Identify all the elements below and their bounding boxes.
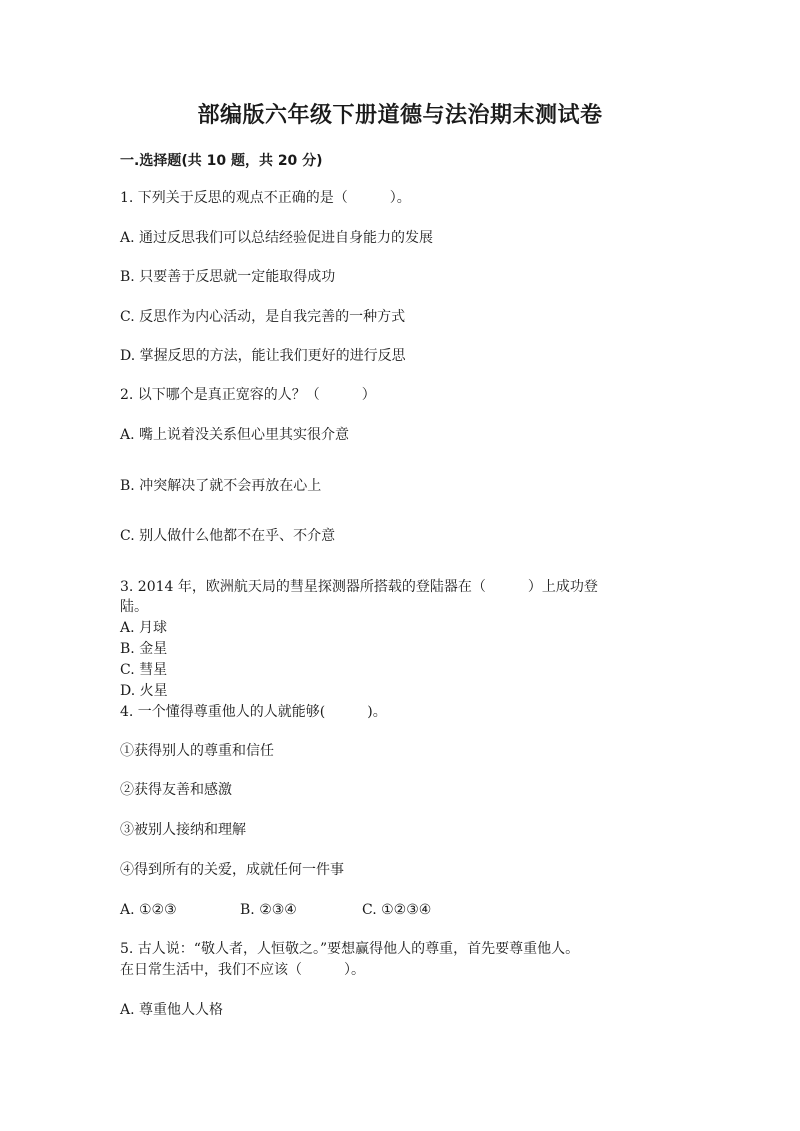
question-1-option-d: D. 掌握反思的方法，能让我们更好的进行反思 [120,348,406,364]
question-3-option-a: A. 月球 [120,620,168,636]
question-1-option-b: B. 只要善于反思就一定能取得成功 [120,269,336,285]
question-2-option-c: C. 别人做什么他都不在乎、不介意 [120,528,336,544]
question-4-item-4: ④得到所有的关爱，成就任何一件事 [120,862,344,878]
question-4-item-3: ③被别人接纳和理解 [120,822,246,838]
section-heading: 一.选择题(共 10 题，共 20 分) [120,153,323,169]
question-4-options-row [120,901,520,919]
question-5-stem-line-1: 5. 古人说：“敬人者，人恒敬之。”要想赢得他人的尊重，首先要尊重他人。 [120,941,580,957]
question-4-option-c: C. ①②③④ [362,902,432,918]
question-4-item-1: ①获得别人的尊重和信任 [120,743,274,759]
question-3-stem-line-2: 陆。 [120,599,148,615]
exam-title: 部编版六年级下册道德与法治期末测试卷 [197,103,603,128]
question-3-option-d: D. 火星 [120,683,168,699]
question-5-stem-line-2: 在日常生活中，我们不应该（ ）。 [120,962,365,978]
question-1-option-a: A. 通过反思我们可以总结经验促进自身能力的发展 [120,230,434,246]
question-4-option-b: B. ②③④ [240,902,297,918]
question-2-stem: 2. 以下哪个是真正宽容的人？（ ） [120,387,376,403]
question-3-option-c: C. 彗星 [120,662,168,678]
question-4-stem: 4. 一个懂得尊重他人的人就能够( )。 [120,704,387,720]
question-2-option-a: A. 嘴上说着没关系但心里其实很介意 [120,427,350,443]
question-3-option-b: B. 金星 [120,641,168,657]
question-4-item-2: ②获得友善和感激 [120,782,232,798]
question-3-stem-line-1: 3. 2014 年，欧洲航天局的彗星探测器所搭载的登陆器在（ ）上成功登 [120,579,598,595]
question-1-stem: 1. 下列关于反思的观点不正确的是（ ）。 [120,190,411,206]
question-2-option-b: B. 冲突解决了就不会再放在心上 [120,478,322,494]
question-1-option-c: C. 反思作为内心活动，是自我完善的一种方式 [120,309,406,325]
question-4-option-a: A. ①②③ [120,902,177,918]
question-5-option-a: A. 尊重他人人格 [120,1002,224,1018]
